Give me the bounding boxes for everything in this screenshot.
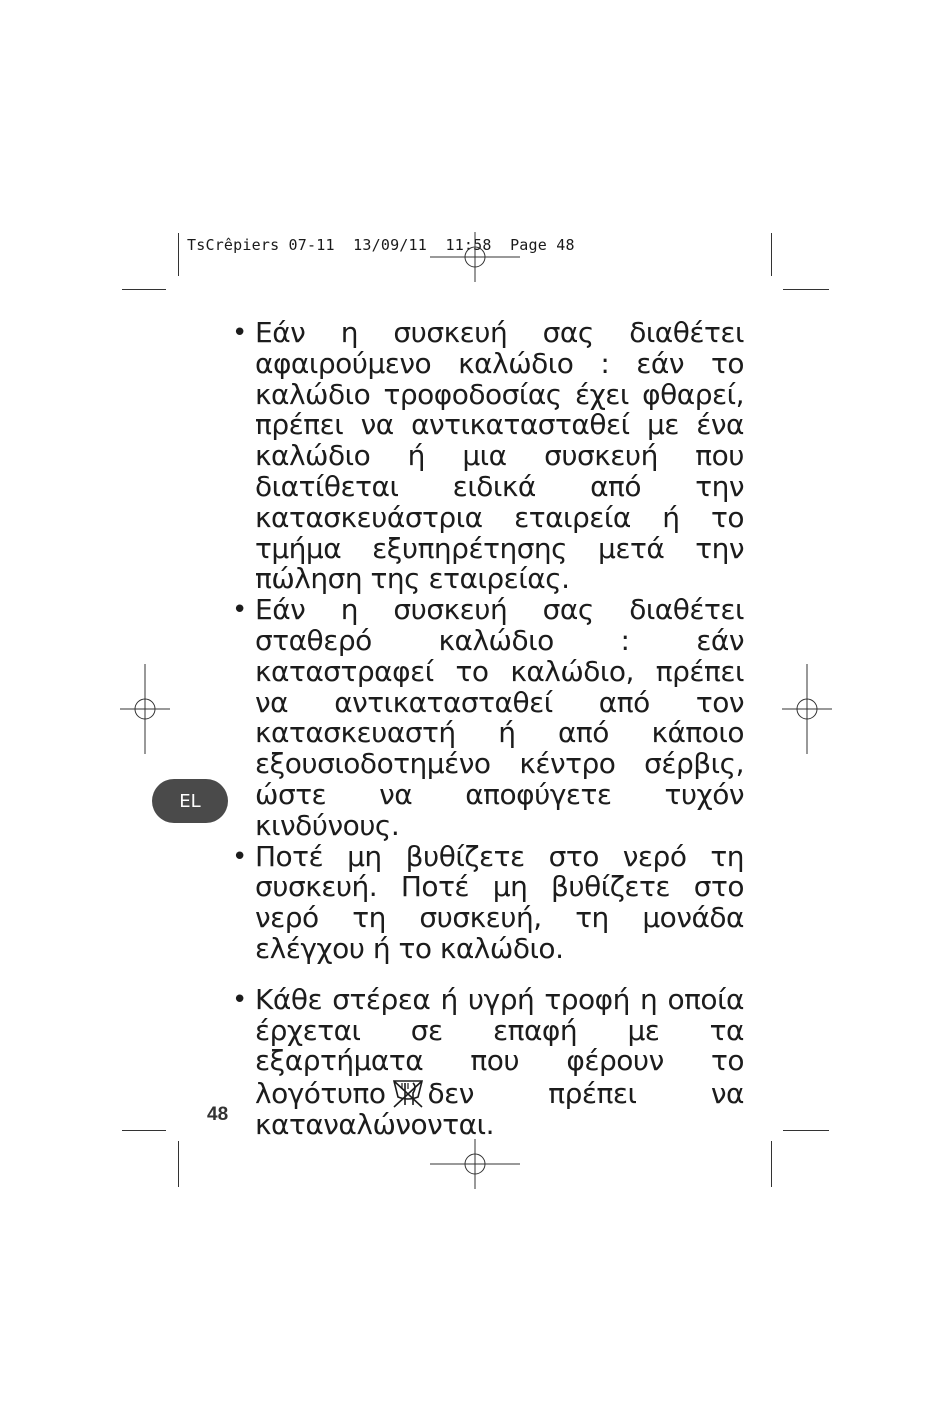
crop-mark [122,289,166,290]
registration-mark-top [430,212,520,302]
bullet-text-before: Κάθε στέρεα ή υγρή τροφή η οποία έρχεται σε επαφή με τα εξαρτήματα που φέρουν το λογότυπο [255,982,744,1111]
page-number: 48 [207,1104,229,1125]
bullet-symbol: • [232,841,247,872]
bullet-item-food-contact [232,982,744,1141]
bullet-symbol: • [232,984,247,1015]
crop-mark [771,233,772,276]
print-slug: TsCrêpiers 07-11 13/09/11 11:58 Page 48 [187,236,575,254]
crop-mark [783,289,829,290]
bullet-text: Εάν η συσκευή σας διαθέτει σταθερό καλώδιο : εάν καταστραφεί το καλώδιο, πρέπει να αντικατασταθεί από τον κατασκευαστή ή από κάποιο εξουσιοδοτημένο κέντρο σέρβις, ώστε να αποφύγετε τυχόν κινδύνους. [255,593,744,842]
bullet-item-removable-cord [232,318,744,595]
crop-mark [178,1141,179,1187]
crop-mark [771,1141,772,1187]
bullet-text: Ποτέ μη βυθίζετε στο νερό τη συσκευή. Ποτέ μη βυθίζετε στο νερό τη συσκευή, τη μονάδα ελέγχου ή το καλώδιο. [255,839,744,965]
bullet-text-after: δεν πρέπει να καταναλώνονται. [255,1077,744,1141]
bullet-item-fixed-cord [232,595,744,841]
language-tab: EL [152,779,228,823]
crop-mark [783,1130,829,1131]
bullet-symbol: • [232,318,247,348]
crop-mark [122,1130,166,1131]
bullet-text: Εάν η συσκευή σας διαθέτει αφαιρούμενο καλώδιο : εάν το καλώδιο τροφοδοσίας έχει φθαρεί, πρέπει να αντικατασταθεί με ένα καλώδιο ή μια συσκευή που διατίθεται ειδικά από την κατασκευάστρια εταιρεία ή το τμήμα εξυπηρέτησης μετά την πώληση της εταιρείας. [255,316,744,596]
bullet-item-no-immersion [232,839,744,965]
registration-mark-left [100,664,190,754]
food-contact-not-allowed-icon [391,1077,425,1109]
safety-instructions [232,318,744,1141]
crop-mark [178,233,179,276]
registration-mark-right [762,664,852,754]
bullet-symbol: • [232,595,247,626]
